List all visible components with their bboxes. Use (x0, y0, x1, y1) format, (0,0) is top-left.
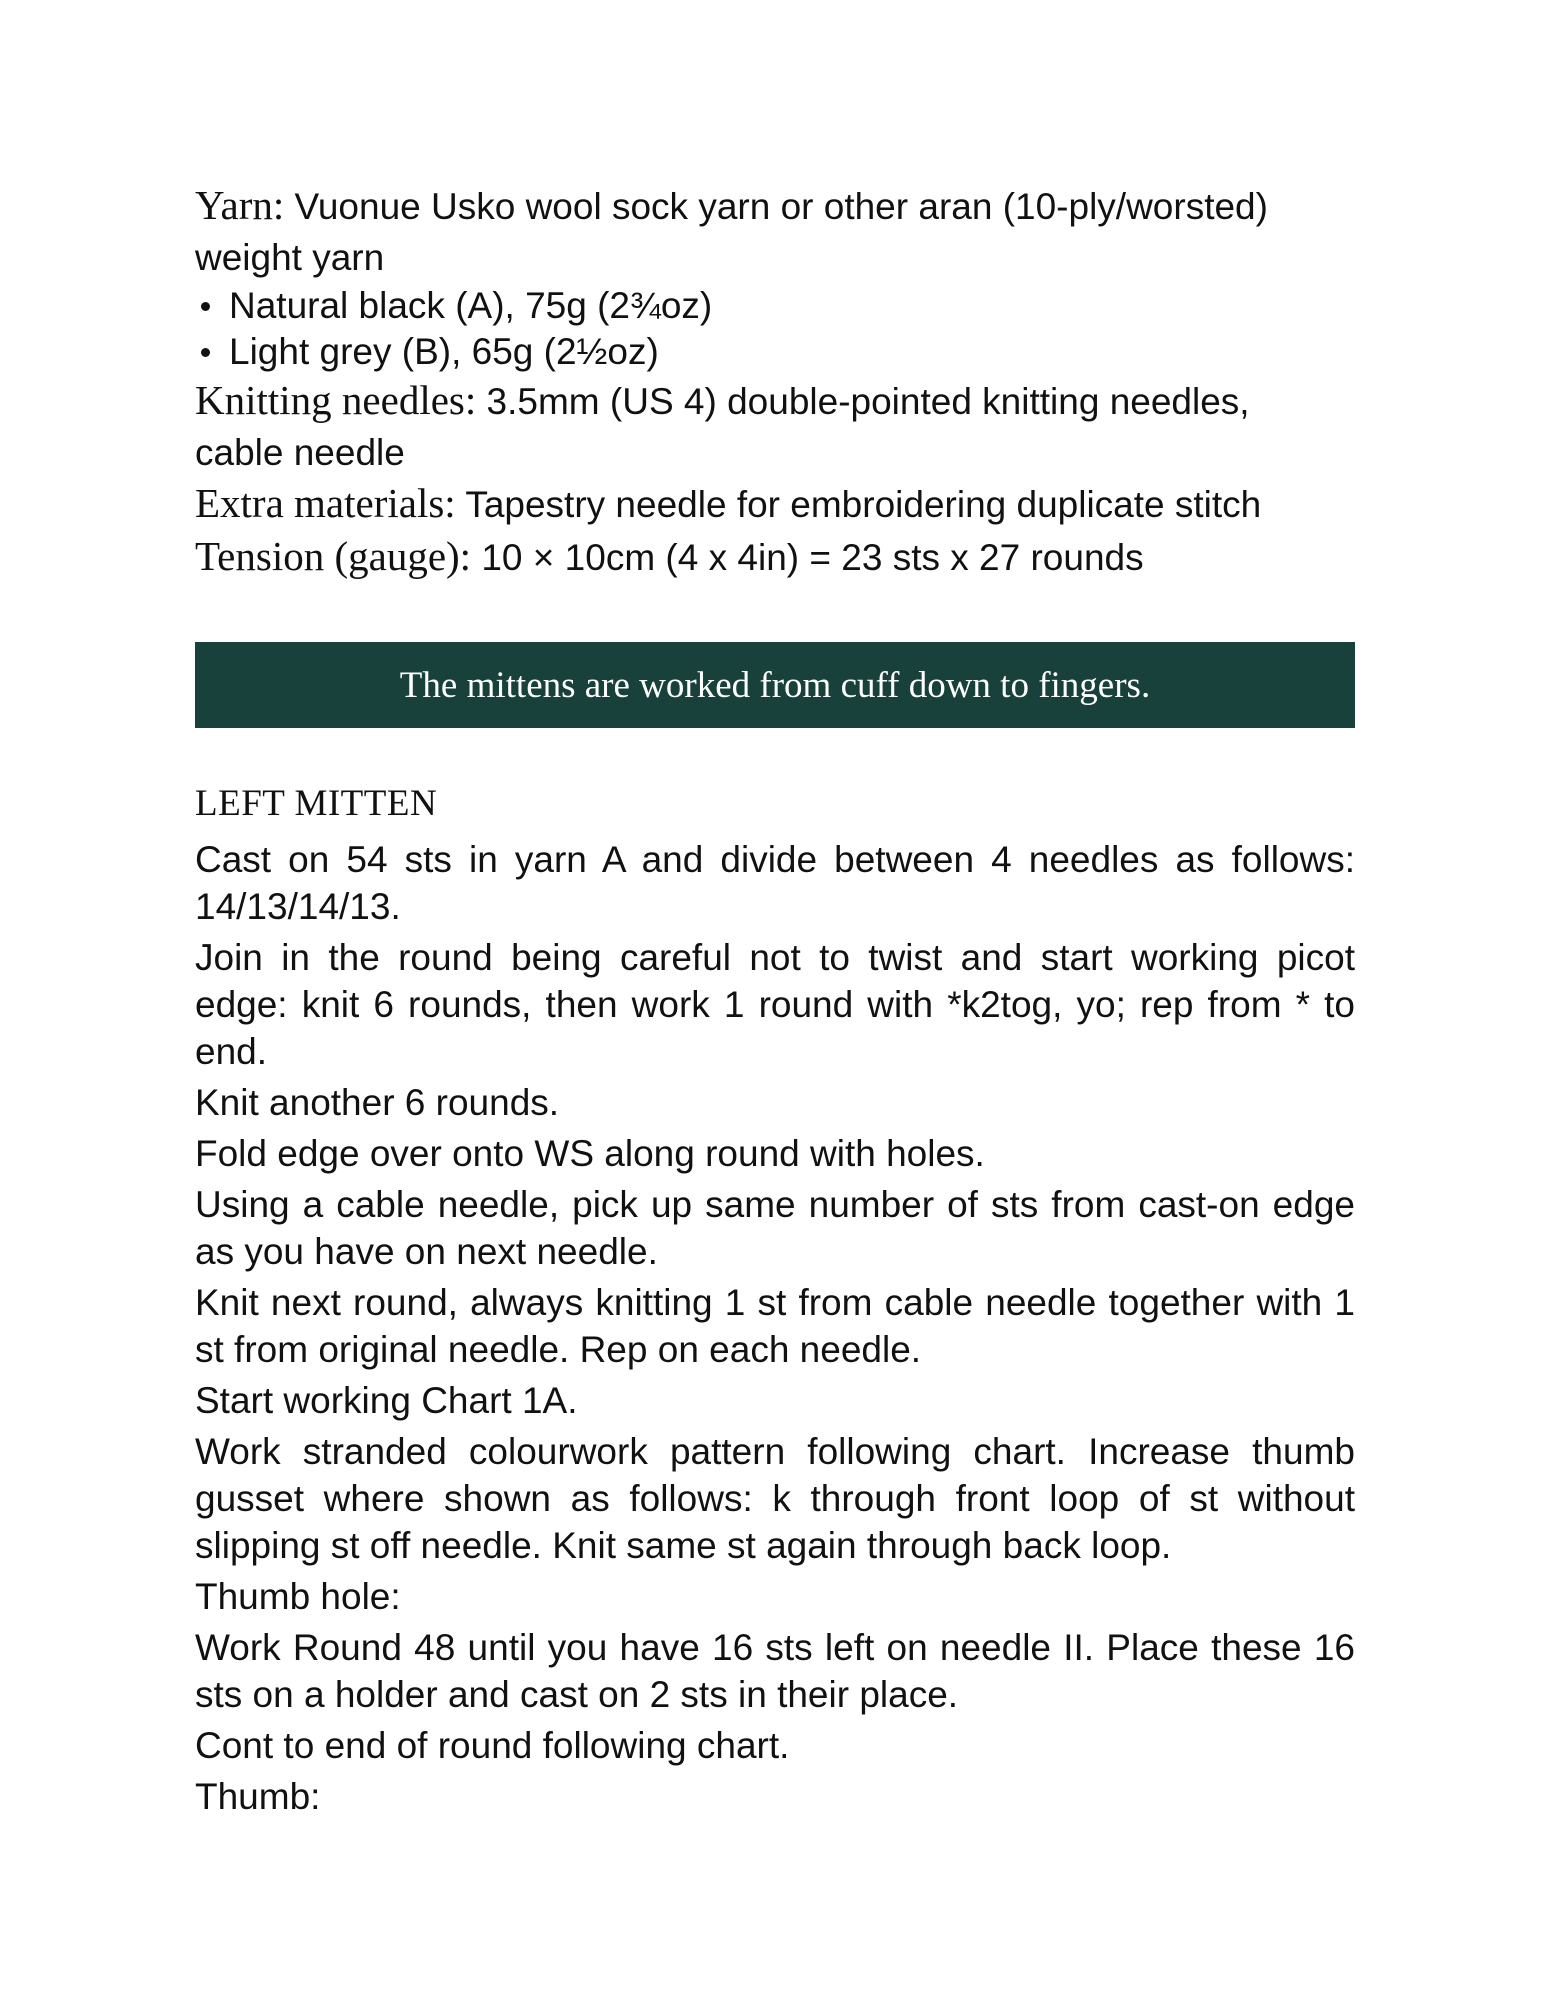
list-item (195, 329, 1355, 375)
info-banner (195, 642, 1355, 728)
subheading-thumb: Thumb: (195, 1776, 321, 1817)
instructions (195, 836, 1355, 1824)
needles-value: 3.5mm (US 4) double-pointed knitting needles, (476, 381, 1250, 422)
needles-label: Knitting needles: (195, 377, 477, 423)
tension-spec (195, 531, 1355, 584)
instruction-paragraph: Knit next round, always knitting 1 st from cable needle together with 1 st from original needle. Rep on each needle. (195, 1282, 1355, 1370)
yarn-colour-b: Light grey (B), 65g (2½oz) (229, 331, 659, 372)
yarn-spec (195, 180, 1355, 233)
tension-label: Tension (gauge): (195, 533, 472, 579)
extra-materials-spec (195, 478, 1355, 531)
yarn-colour-a: Natural black (A), 75g (2¾oz) (229, 285, 713, 326)
yarn-label: Yarn: (195, 182, 285, 228)
bullet-icon (201, 302, 210, 311)
instruction-paragraph: Knit another 6 rounds. (195, 1082, 560, 1123)
yarn-value-continued: weight yarn (195, 237, 385, 278)
instruction-paragraph: Work Round 48 until you have 16 sts left on needle II. Place these 16 sts on a holder and cast on 2 sts in their place. (195, 1627, 1355, 1715)
needles-value-continued: cable needle (195, 432, 405, 473)
yarn-value: Vuonue Usko wool sock yarn or other aran (10-ply/worsted) (284, 186, 1268, 227)
materials-list (195, 180, 1355, 584)
instruction-paragraph: Using a cable needle, pick up same number of sts from cast-on edge as you have on next needle. (195, 1184, 1355, 1272)
instruction-paragraph: Work stranded colourwork pattern following chart. Increase thumb gusset where shown as follows: k through front loop of st without slipping st off needle. Knit same st again through back loop. (195, 1431, 1355, 1566)
instruction-paragraph: Cast on 54 sts in yarn A and divide between 4 needles as follows: 14/13/14/13. (195, 839, 1355, 927)
instruction-paragraph: Cont to end of round following chart. (195, 1725, 790, 1766)
extra-materials-value: Tapestry needle for embroidering duplicate stitch (455, 484, 1262, 525)
section-heading: LEFT MITTEN (195, 783, 438, 824)
bullet-icon (201, 348, 210, 357)
instruction-paragraph: Join in the round being careful not to twist and start working picot edge: knit 6 rounds, then work 1 round with *k2tog, yo; rep from * to end. (195, 937, 1355, 1072)
tension-value: 10 × 10cm (4 x 4in) = 23 sts x 27 rounds (471, 537, 1144, 578)
list-item (195, 283, 1355, 329)
subheading-thumb-hole: Thumb hole: (195, 1576, 401, 1617)
instruction-paragraph: Fold edge over onto WS along round with holes. (195, 1133, 985, 1174)
extra-materials-label: Extra materials: (195, 480, 456, 526)
instruction-paragraph: Start working Chart 1A. (195, 1380, 578, 1421)
yarn-colour-list (195, 283, 1355, 375)
banner-text: The mittens are worked from cuff down to fingers. (399, 664, 1151, 706)
needles-spec (195, 375, 1355, 428)
